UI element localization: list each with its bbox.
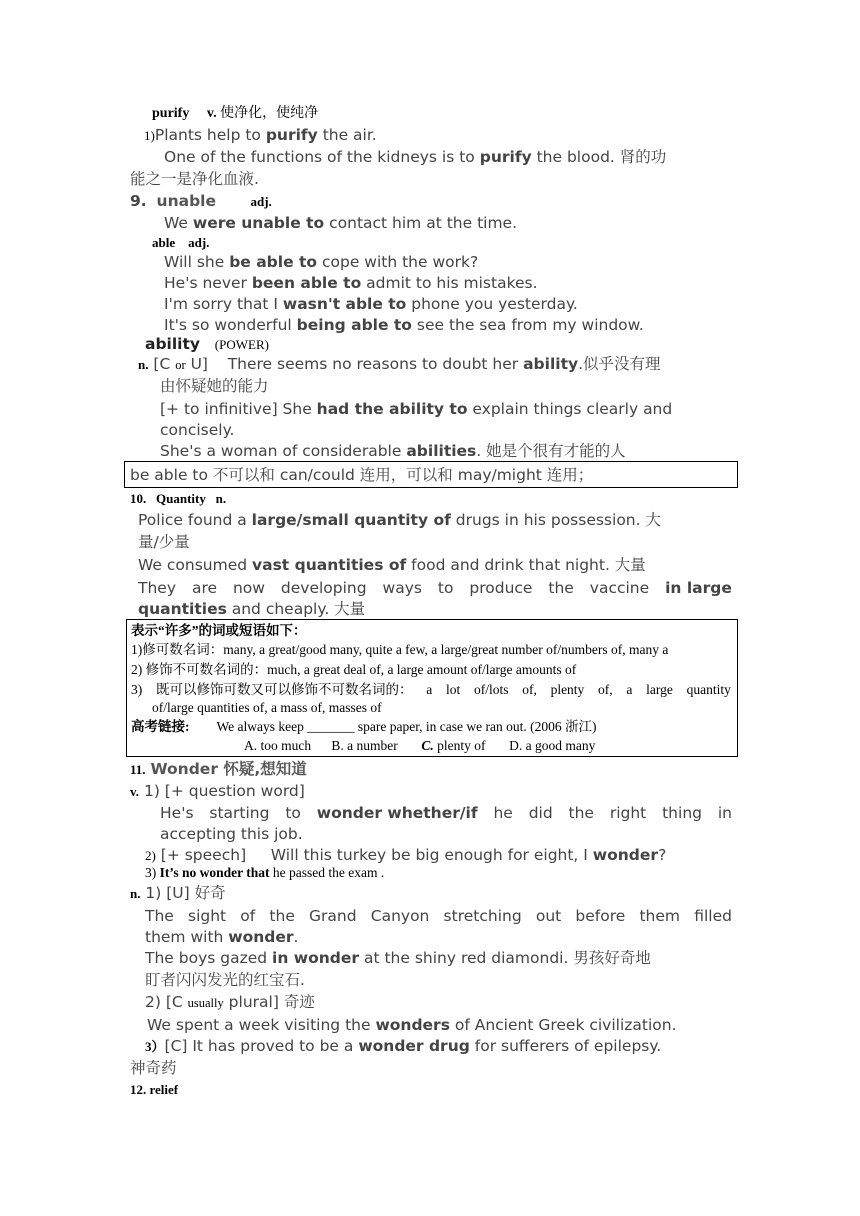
able-pos: adj.: [188, 235, 210, 250]
quantity-ex3-word: are: [191, 579, 218, 597]
relief-word: relief: [149, 1082, 179, 1097]
wonder-n2-usually: usually: [187, 996, 224, 1010]
wonder-s3-c: he passed the exam .: [269, 865, 385, 880]
wonder-ex1-word: right: [609, 804, 647, 822]
box-item-3: [131, 681, 731, 699]
unable-ex-b: were unable to: [192, 214, 325, 232]
wonder-n3-num: 3）: [145, 1039, 165, 1054]
quantity-ex3-word: vaccine: [589, 579, 650, 597]
option-b: B. a number: [331, 738, 398, 753]
wonder-s3-b: It’s no wonder that: [156, 865, 270, 880]
ability-cu-or: or: [175, 358, 186, 372]
wonder-n1-word: out: [535, 907, 562, 925]
wonder-noun-sense-1: [130, 883, 226, 904]
quantity-ex3-e: and cheaply. 大量: [226, 600, 366, 618]
purify-ex2-c: the blood. 肾的功: [531, 148, 667, 166]
wonder-s2-b: wonder: [592, 846, 659, 864]
quantity-ex1-a: Police found a: [138, 511, 252, 529]
quantity-ex3-word: ways: [382, 579, 422, 597]
ability-cu-b: U]: [185, 355, 208, 373]
able-word: able: [152, 235, 176, 250]
ability-ex2-c: explain things clearly and: [467, 400, 673, 418]
wonder-example-1-cont: accepting this job.: [160, 825, 303, 843]
box-item-2: 2) 修饰不可数名词的：much, a great deal of, a large amount of/large amounts of: [131, 662, 577, 677]
wonder-ex1-word: starting: [209, 804, 270, 822]
wonder-verb-sense-3: [145, 864, 384, 882]
quantity-example-3: [138, 578, 732, 598]
box-item-1: 1)修可数名词：many, a great/good many, quite a few, a large/great number of/numbers of, many a: [131, 642, 669, 657]
purify-word: purify: [152, 106, 190, 121]
ability-ex2-b: had the ability to: [316, 400, 468, 418]
wonder-n2-ex-b: wonders: [375, 1016, 450, 1034]
wonder-n1-word: The: [145, 907, 174, 925]
purify-ex2-a: One of the functions of the kidneys is to: [164, 148, 480, 166]
option-c-letter: C.: [421, 738, 434, 753]
wonder-n1-d-b: wonder: [228, 928, 294, 946]
quantity-ex3-bold: in large: [665, 579, 732, 597]
unable-heading: [130, 191, 272, 212]
wonder-n2-ex-c: of Ancient Greek civilization.: [449, 1016, 677, 1034]
quantity-example-2: [138, 555, 646, 575]
wonder-s3-num: 3): [145, 865, 157, 880]
ability-ex1-a: There seems no reasons to doubt her: [227, 355, 524, 373]
box-item3-word: a: [426, 682, 433, 697]
wonder-noun-sense-2: [145, 992, 315, 1013]
wonder-noun-sense-3-cont: 神奇药: [130, 1059, 177, 1077]
wonder-n3-c: for sufferers of epilepsy.: [469, 1037, 662, 1055]
wonder-ex1-word: the: [568, 804, 594, 822]
box-title-text: 表示“许多”的词或短语如下：: [131, 623, 307, 638]
able-ex4-c: see the sea from my window.: [411, 316, 644, 334]
wonder-n2-ex-a: We spent a week visiting the: [147, 1016, 376, 1034]
wonder-noun-example-2: [145, 948, 651, 968]
wonder-n1-word: Grand: [309, 907, 357, 925]
option-d: D. a good many: [509, 738, 596, 753]
ability-ex1-c: .似乎没有理: [578, 355, 661, 373]
able-example-1: [164, 252, 478, 272]
quantity-ex3-d: quantities: [138, 600, 227, 618]
wonder-noun-example-3: [147, 1015, 677, 1035]
ability-ex2-a: [+ to infinitive] She: [160, 400, 317, 418]
ability-ex1-b: ability: [523, 355, 579, 373]
wonder-n1-word: filled: [694, 907, 732, 925]
quantity-example-1-cont: 量/少量: [138, 533, 190, 551]
ability-example-2-cont: concisely.: [160, 421, 235, 439]
wonder-n1-word: the: [269, 907, 295, 925]
wonder-s2-a: Will this turkey be big enough for eight, I: [270, 846, 593, 864]
able-heading: [152, 233, 209, 253]
able-example-2: [164, 273, 538, 293]
able-ex4-a: It's so wonderful: [164, 316, 297, 334]
relief-heading: [130, 1080, 178, 1100]
box-item-3-cont: of/large quantities of, a mass of, masses of: [152, 700, 382, 715]
wonder-ex1-word: he: [493, 804, 513, 822]
wonder-s1: 1) [+ question word]: [139, 782, 305, 800]
wonder-n3-b: wonder drug: [358, 1037, 470, 1055]
ability-ex3-b: abilities: [406, 442, 477, 460]
wonder-word: Wonder: [150, 760, 218, 778]
ability-cu-a: [C: [148, 355, 176, 373]
quantity-word: Quantity: [156, 491, 206, 506]
able-note: be able to 不可以和 can/could 连用，可以和 may/might 连用；: [130, 466, 594, 484]
box-item3-word: quantity: [686, 682, 731, 697]
unable-example: [164, 213, 517, 233]
purify-cn: 使净化，使纯净: [220, 106, 319, 121]
wonder-n3-a: [C] It has proved to be a: [164, 1037, 359, 1055]
wonder-n: n.: [130, 886, 141, 901]
quantity-ex1-b: large/small quantity of: [251, 511, 451, 529]
wonder-ex1-word: did: [528, 804, 553, 822]
wonder-ex1-bold: wonder whether/if: [316, 804, 478, 822]
quantity-ex3-word: now: [232, 579, 265, 597]
box-options: [244, 737, 595, 755]
box-item3-word: 既可以修饰可数又可以修饰不可数名词的：: [155, 682, 413, 697]
wonder-noun-example-1-cont: [145, 927, 298, 947]
wonder-n1-word: before: [575, 907, 626, 925]
box-item3-word: a: [626, 682, 633, 697]
relief-num: 12.: [130, 1082, 147, 1097]
ability-heading: [145, 334, 269, 355]
quantity-ex3-word: to: [437, 579, 454, 597]
purify-example-2-cont: 能之一是净化血液.: [130, 170, 259, 188]
wonder-n1-d-c: .: [293, 928, 299, 946]
unable-ex-a: We: [164, 214, 193, 232]
unable-num: 9.: [130, 192, 147, 210]
able-example-4: [164, 315, 644, 335]
box-title: [131, 622, 307, 640]
quantity-ex2-a: We consumed: [138, 556, 253, 574]
wonder-n1: 1) [U] 好奇: [140, 884, 226, 902]
able-ex4-b: being able to: [296, 316, 412, 334]
quantity-ex3-word: They: [138, 579, 177, 597]
wonder-ex1-word: He's: [160, 804, 194, 822]
purify-ex1-c: the air.: [317, 126, 377, 144]
purify-ex1-num: 1): [144, 128, 155, 143]
box-link-question: We always keep _______ spare paper, in case we ran out. (2006 浙江): [216, 719, 597, 734]
quantity-ex3-word: the: [548, 579, 574, 597]
quantity-example-3-cont: [138, 599, 365, 619]
wonder-s2-tag: [+ speech]: [155, 846, 247, 864]
box-item3-word: plenty: [550, 682, 585, 697]
quantity-ex1-c: drugs in his possession. 大: [450, 511, 661, 529]
box-item3-word: of/lots: [473, 682, 509, 697]
quantity-pos: n.: [215, 491, 227, 506]
box-link: [131, 718, 597, 736]
ability-ex3-a: She's a woman of considerable: [160, 442, 407, 460]
quantity-example-1: [138, 510, 661, 530]
wonder-verb-sense-1: [130, 781, 305, 802]
able-ex1-c: cope with the work?: [317, 253, 479, 271]
quantity-num: 10.: [130, 491, 147, 506]
purify-example-2: [164, 147, 666, 167]
ability-example-3: [160, 441, 626, 461]
ability-n: n.: [138, 357, 149, 372]
purify-heading: [152, 104, 318, 124]
wonder-example-1: [160, 803, 732, 823]
wonder-noun-example-2-cont: 盯者闪闪发光的红宝石.: [145, 971, 305, 989]
wonder-cn: 怀疑,想知道: [217, 760, 307, 778]
able-example-3: [164, 294, 578, 314]
ability-ex3-c: . 她是个很有才能的人: [476, 442, 626, 460]
wonder-noun-sense-3: [145, 1036, 661, 1057]
wonder-verb-sense-2: [145, 845, 666, 866]
wonder-n1-ex2-a: The boys gazed: [145, 949, 273, 967]
wonder-v: v.: [130, 784, 140, 799]
ability-tag: (POWER): [214, 337, 269, 352]
wonder-noun-example-1: [145, 906, 732, 926]
able-ex3-b: wasn't able to: [282, 295, 407, 313]
box-item3-word: of,: [598, 682, 613, 697]
box-item3-word: large: [646, 682, 673, 697]
box-item3-word: lot: [445, 682, 461, 697]
wonder-ex1-word: thing: [662, 804, 702, 822]
wonder-n1-d-a: them with: [145, 928, 229, 946]
purify-ex1-b: purify: [265, 126, 318, 144]
unable-word: unable: [156, 192, 216, 210]
wonder-n1-word: sight: [188, 907, 227, 925]
ability-example-1: [138, 354, 661, 375]
wonder-n1-word: them: [639, 907, 681, 925]
wonder-n1-word: stretching: [443, 907, 522, 925]
wonder-n2-b: plural] 奇迹: [223, 993, 315, 1011]
wonder-n1-ex2-c: at the shiny red diamondi. 男孩好奇地: [359, 949, 651, 967]
wonder-n1-ex2-b: in wonder: [272, 949, 360, 967]
wonder-n2-a: 2) [C: [145, 993, 188, 1011]
ability-example-1-cont: 由怀疑她的能力: [160, 377, 269, 395]
purify-ex1-a: Plants help to: [154, 126, 266, 144]
wonder-s2-c: ?: [658, 846, 667, 864]
able-ex1-b: be able to: [229, 253, 318, 271]
purify-ex2-b: purify: [479, 148, 532, 166]
able-ex3-a: I'm sorry that I: [164, 295, 283, 313]
wonder-s2-num: 2): [145, 848, 156, 863]
wonder-heading: [130, 759, 307, 780]
able-ex1-a: Will she: [164, 253, 230, 271]
unable-pos: adj.: [250, 194, 272, 209]
able-ex3-c: phone you yesterday.: [406, 295, 578, 313]
wonder-num: 11.: [130, 762, 146, 777]
quantity-ex2-b: vast quantities of: [252, 556, 407, 574]
able-ex2-b: been able to: [251, 274, 362, 292]
wonder-ex1-word: to: [285, 804, 301, 822]
quantity-ex3-word: developing: [280, 579, 367, 597]
able-ex2-a: He's never: [164, 274, 252, 292]
quantity-ex3-word: produce: [469, 579, 533, 597]
box-link-label: 高考链接:: [131, 719, 190, 734]
option-c: plenty of: [433, 738, 486, 753]
ability-word: ability: [145, 335, 201, 353]
purify-pos: v.: [206, 106, 217, 121]
quantity-ex2-c: food and drink that night. 大量: [406, 556, 646, 574]
ability-example-2: [160, 399, 672, 419]
wonder-n1-word: of: [240, 907, 256, 925]
box-item3-word: of,: [522, 682, 537, 697]
quantity-heading: [130, 489, 226, 509]
box-item3-word: 3): [131, 682, 143, 697]
unable-ex-c: contact him at the time.: [324, 214, 518, 232]
purify-example-1: [144, 125, 377, 146]
wonder-ex1-word: in: [717, 804, 732, 822]
able-ex2-c: admit to his mistakes.: [361, 274, 538, 292]
option-a: A. too much: [244, 738, 312, 753]
wonder-n1-word: Canyon: [370, 907, 430, 925]
